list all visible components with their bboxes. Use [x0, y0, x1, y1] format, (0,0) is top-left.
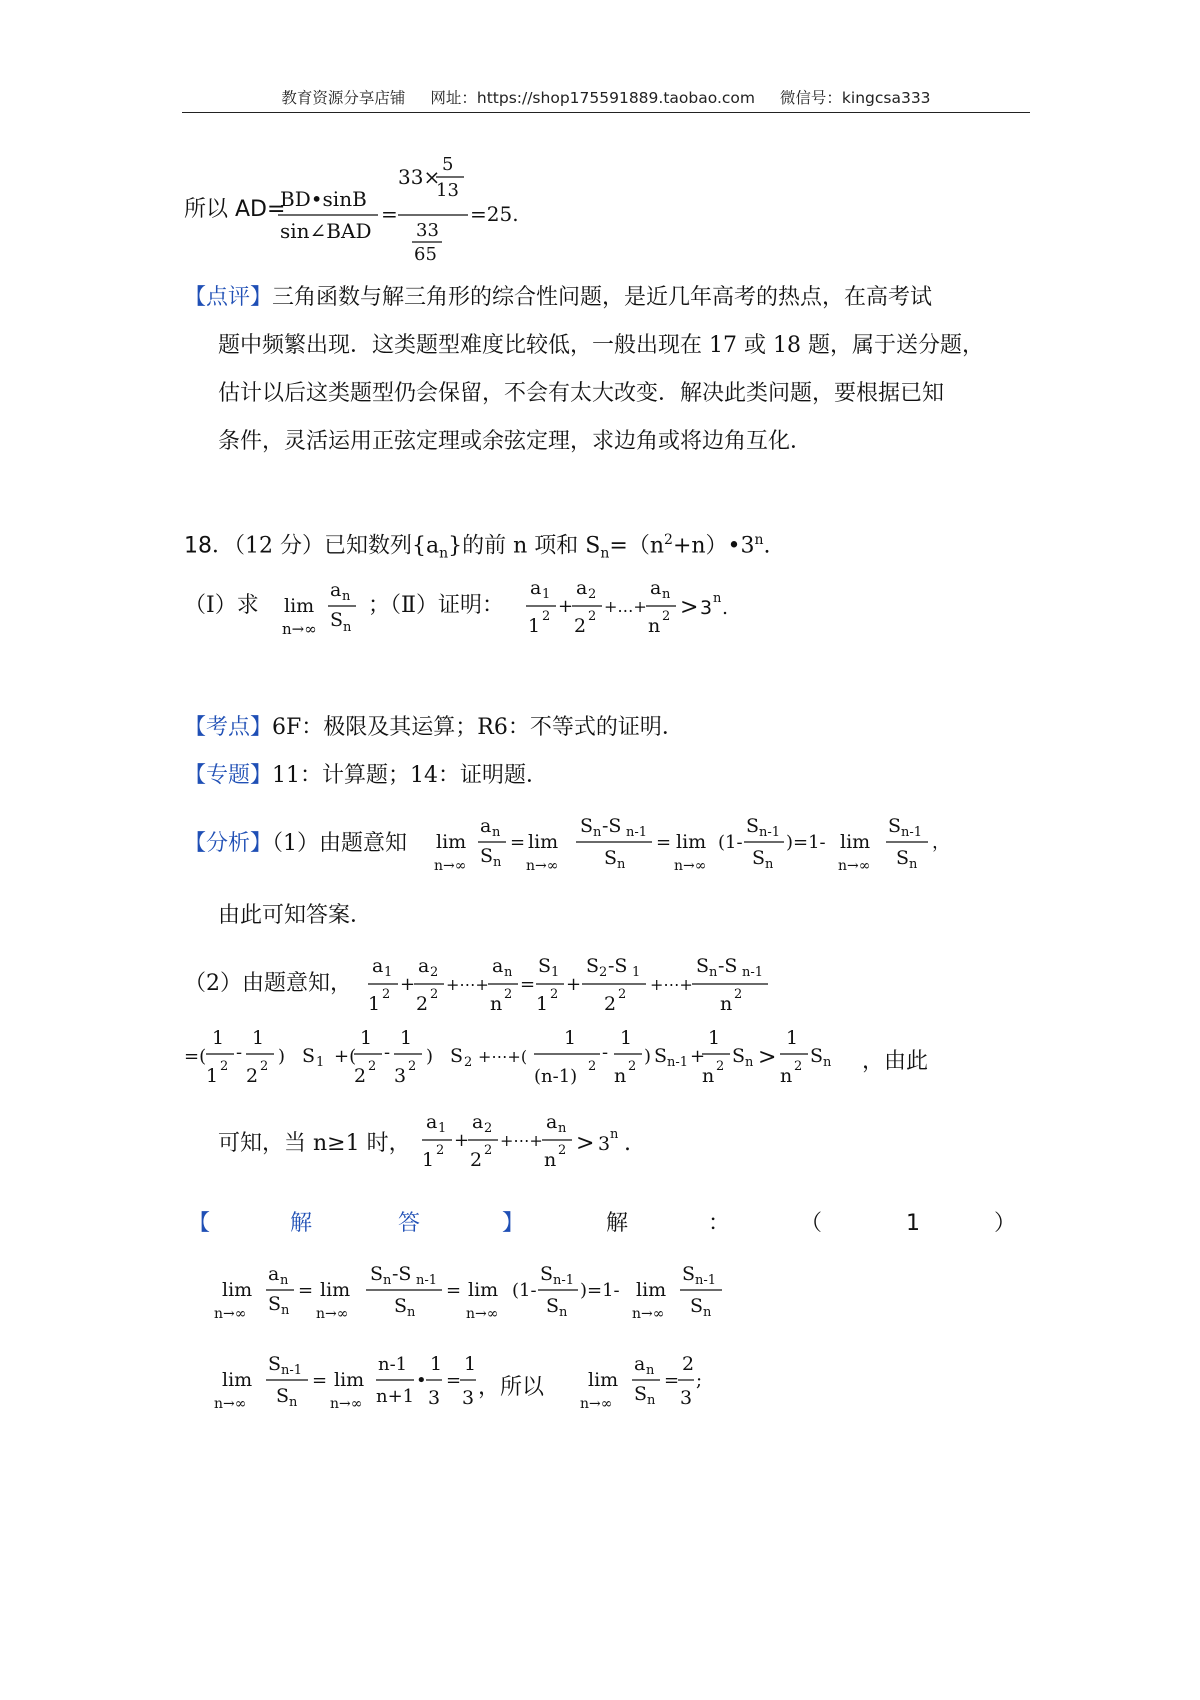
svg-text:2: 2	[436, 1143, 445, 1158]
svg-text:-: -	[384, 1042, 391, 1063]
svg-text:3: 3	[462, 1387, 475, 1409]
svg-text:1: 1	[786, 1027, 799, 1049]
svg-text:+⋯+: +⋯+	[650, 975, 693, 994]
svg-text:=: =	[520, 974, 536, 995]
svg-text:a: a	[330, 579, 342, 601]
svg-text:65: 65	[414, 244, 437, 264]
svg-text:lim: lim	[840, 831, 871, 853]
svg-text:n→∞: n→∞	[434, 858, 467, 874]
svg-text:n: n	[780, 1065, 793, 1087]
fenxi-telescoping-end	[810, 1020, 860, 1104]
jieda-bracket-left: 【	[188, 1211, 211, 1236]
svg-text:a: a	[492, 955, 504, 977]
svg-text:a: a	[576, 577, 588, 599]
kaodian-line: 【考点】6F：极限及其运算；R6：不等式的证明．	[184, 715, 684, 740]
svg-text:13: 13	[436, 180, 459, 201]
fenxi-line-2: 由此可知答案．	[218, 903, 373, 928]
jieda-limit-chain	[214, 1256, 794, 1336]
svg-text:1: 1	[384, 965, 393, 980]
svg-text:(n-1): (n-1)	[534, 1066, 578, 1087]
svg-text:a: a	[426, 1111, 438, 1133]
svg-text:2: 2	[588, 1059, 597, 1074]
svg-text:2: 2	[550, 987, 559, 1002]
svg-text:1: 1	[464, 1353, 477, 1375]
fenxi-tag: 【分析】	[184, 831, 273, 856]
svg-text:lim: lim	[222, 1369, 253, 1391]
svg-text:S: S	[450, 1045, 464, 1067]
svg-text:1: 1	[528, 615, 541, 637]
svg-text:33: 33	[416, 220, 439, 241]
svg-text:>: >	[680, 595, 699, 620]
svg-text:n: n	[281, 1303, 290, 1318]
svg-text:n-1: n-1	[695, 1273, 717, 1288]
svg-text:(1-: (1-	[512, 1280, 537, 1301]
svg-text:n: n	[648, 615, 661, 637]
jieda-paren-open: （	[800, 1211, 823, 1236]
svg-text:): )	[278, 1046, 286, 1067]
svg-text:S: S	[634, 1383, 648, 1405]
svg-text:a: a	[546, 1111, 558, 1133]
svg-text:2: 2	[504, 987, 513, 1002]
svg-text:2: 2	[246, 1065, 259, 1087]
svg-text:5: 5	[442, 154, 454, 175]
svg-text:;: ;	[696, 1370, 703, 1391]
svg-text:n→∞: n→∞	[580, 1396, 613, 1412]
svg-text:2: 2	[464, 1055, 473, 1070]
svg-text:1: 1	[620, 1027, 633, 1049]
jieda-char-2: 答	[398, 1211, 421, 1236]
svg-text:a: a	[418, 955, 430, 977]
header-rule	[182, 112, 1030, 113]
svg-text:lim: lim	[222, 1279, 253, 1301]
svg-text:S: S	[546, 1295, 560, 1317]
svg-text:2: 2	[558, 1143, 567, 1158]
svg-text:2: 2	[662, 609, 671, 624]
svg-text:a: a	[530, 577, 542, 599]
svg-text:+: +	[566, 974, 582, 995]
svg-text:S: S	[586, 955, 600, 977]
svg-text:1: 1	[368, 993, 381, 1015]
svg-text:S: S	[732, 1045, 746, 1067]
svg-text:3: 3	[598, 1133, 611, 1155]
svg-text:a: a	[472, 1111, 484, 1133]
svg-text:a: a	[634, 1353, 646, 1375]
svg-text:S: S	[746, 815, 760, 837]
ad-result: =25.	[470, 202, 519, 226]
jieda-result	[580, 1346, 710, 1426]
svg-text:1: 1	[360, 1027, 373, 1049]
svg-text:n-1: n-1	[901, 825, 923, 840]
svg-text:+: +	[400, 974, 416, 995]
svg-text:n: n	[593, 825, 602, 840]
jieda-suoyi: ，所以	[478, 1375, 545, 1400]
svg-text:-S: -S	[608, 955, 628, 977]
svg-text:n-1: n-1	[742, 965, 764, 980]
svg-text:n: n	[504, 965, 513, 980]
svg-text:n-1: n-1	[626, 825, 648, 840]
svg-text:+⋯+: +⋯+	[500, 1131, 543, 1150]
svg-text:lim: lim	[676, 831, 707, 853]
svg-text:n-1: n-1	[378, 1354, 408, 1375]
svg-text:=: =	[298, 1280, 314, 1301]
svg-text:3: 3	[394, 1065, 407, 1087]
svg-text:n→∞: n→∞	[632, 1306, 665, 1322]
svg-text:S: S	[480, 845, 494, 867]
svg-text:•: •	[416, 1370, 427, 1391]
svg-text:n: n	[544, 1149, 557, 1171]
svg-text:+…+: +…+	[604, 597, 647, 616]
ad-denom: sin∠BAD	[280, 219, 372, 243]
svg-text:lim: lim	[436, 831, 467, 853]
svg-text:a: a	[480, 815, 492, 837]
svg-text:n: n	[720, 993, 733, 1015]
svg-text:2: 2	[382, 987, 391, 1002]
svg-text:=(: =(	[184, 1046, 207, 1067]
svg-text:n→∞: n→∞	[316, 1306, 349, 1322]
svg-text:n: n	[289, 1395, 298, 1410]
svg-text:n: n	[765, 857, 774, 872]
ad-numer: BD•sinB	[280, 187, 367, 211]
shop-name: 教育资源分享店铺	[281, 89, 406, 107]
svg-text:S: S	[580, 815, 594, 837]
svg-text:S: S	[302, 1045, 316, 1067]
svg-text:2: 2	[484, 1143, 493, 1158]
svg-text:n: n	[909, 857, 918, 872]
svg-text:-S: -S	[718, 955, 738, 977]
svg-text:=: =	[312, 1370, 328, 1391]
svg-text:S: S	[888, 815, 902, 837]
svg-text:+⋯+: +⋯+	[446, 975, 489, 994]
svg-text:lim: lim	[284, 595, 315, 617]
q18-limit	[282, 576, 382, 646]
svg-text:lim: lim	[334, 1369, 365, 1391]
svg-text:2: 2	[470, 1149, 483, 1171]
fenxi-part2-tail: 可知，当 n≥1 时，	[218, 1131, 411, 1156]
svg-text:2: 2	[430, 987, 439, 1002]
kaodian-tag: 【考点】	[184, 715, 273, 740]
svg-text:S: S	[690, 1295, 704, 1317]
svg-text:S: S	[394, 1295, 408, 1317]
svg-text:2: 2	[588, 587, 597, 602]
svg-text:n: n	[662, 587, 671, 602]
svg-text:1: 1	[206, 1065, 219, 1087]
svg-text:+: +	[558, 596, 574, 617]
jieda-colon: ：	[708, 1211, 731, 1236]
ad-line-prefix: 所以 AD=	[184, 197, 286, 222]
svg-text:n: n	[343, 620, 352, 635]
svg-text:lim: lim	[636, 1279, 667, 1301]
svg-text:n-1: n-1	[667, 1055, 689, 1070]
svg-text:n: n	[559, 1305, 568, 1320]
svg-text:2: 2	[588, 609, 597, 624]
svg-text:n: n	[342, 589, 351, 604]
fenxi-final-inequality	[418, 1106, 678, 1186]
svg-text:n: n	[492, 825, 501, 840]
svg-text:n→∞: n→∞	[214, 1396, 247, 1412]
svg-text:)=1-: )=1-	[786, 832, 826, 853]
svg-text:2: 2	[416, 993, 429, 1015]
jieda-num-1: 1	[906, 1211, 920, 1236]
svg-text:S: S	[654, 1045, 668, 1067]
svg-text:2: 2	[599, 965, 608, 980]
svg-text:2: 2	[574, 615, 587, 637]
svg-text:S: S	[330, 609, 344, 631]
svg-text:n→∞: n→∞	[330, 1396, 363, 1412]
svg-text:n-1: n-1	[553, 1273, 575, 1288]
svg-text:-S: -S	[602, 815, 622, 837]
review-line-2: 题中频繁出现．这类题型难度比较低，一般出现在 17 或 18 题，属于送分题，	[218, 333, 984, 358]
svg-text:lim: lim	[588, 1369, 619, 1391]
ad-formula	[278, 154, 538, 264]
svg-text:2: 2	[430, 965, 439, 980]
svg-text:+(: +(	[334, 1046, 357, 1067]
svg-text:1: 1	[632, 965, 641, 980]
fenxi-part2-mid: ，由此	[862, 1049, 929, 1074]
svg-text:lim: lim	[468, 1279, 499, 1301]
svg-text:=: =	[656, 832, 672, 853]
svg-text:n: n	[280, 1273, 289, 1288]
svg-text:): )	[644, 1046, 652, 1067]
jieda-paren-close: ）	[994, 1211, 1017, 1236]
svg-text:2: 2	[716, 1059, 725, 1074]
svg-text:n: n	[383, 1273, 392, 1288]
svg-text:(1-: (1-	[718, 832, 743, 853]
svg-text:=: =	[446, 1280, 462, 1301]
svg-text:，: ，	[932, 832, 950, 853]
fenxi-sum-expansion	[354, 950, 834, 1030]
svg-text:n: n	[610, 1127, 619, 1142]
svg-text:-S: -S	[392, 1263, 412, 1285]
svg-text:2: 2	[604, 993, 617, 1015]
svg-text:n-1: n-1	[416, 1273, 438, 1288]
svg-text:n: n	[745, 1055, 754, 1070]
svg-text:2: 2	[408, 1059, 417, 1074]
q18-part1: （Ⅰ）求	[184, 593, 259, 618]
svg-text:lim: lim	[528, 831, 559, 853]
svg-text:2: 2	[682, 1353, 695, 1375]
jieda-bracket-right: 】	[502, 1211, 525, 1236]
svg-text:>: >	[576, 1131, 595, 1156]
svg-text:)=1-: )=1-	[580, 1280, 620, 1301]
svg-text:-: -	[602, 1042, 609, 1063]
svg-text:S: S	[682, 1263, 696, 1285]
svg-text:-: -	[236, 1042, 243, 1063]
svg-text:n: n	[407, 1305, 416, 1320]
svg-text:1: 1	[316, 1055, 325, 1070]
page-header	[182, 86, 1030, 108]
review-line-3: 估计以后这类题型仍会保留，不会有太大改变．解决此类问题，要根据已知	[218, 381, 945, 406]
svg-text:S: S	[538, 955, 552, 977]
zhuanti-tag: 【专题】	[184, 763, 273, 788]
svg-text:+: +	[454, 1130, 470, 1151]
svg-text:n→∞: n→∞	[674, 858, 707, 874]
svg-text:1: 1	[438, 1121, 447, 1136]
svg-text:n→∞: n→∞	[838, 858, 871, 874]
svg-text:1: 1	[400, 1027, 413, 1049]
svg-text:2: 2	[542, 609, 551, 624]
svg-text:S: S	[604, 847, 618, 869]
fenxi-part2-lead: （2）由题意知，	[184, 971, 352, 996]
svg-text:2: 2	[794, 1059, 803, 1074]
review-line-4: 条件，灵活运用正弦定理或余弦定理，求边角或将边角互化．	[218, 429, 813, 454]
svg-text:+⋯+(: +⋯+(	[478, 1047, 528, 1066]
svg-text:n: n	[702, 1065, 715, 1087]
svg-text:n: n	[558, 1121, 567, 1136]
svg-text:3: 3	[700, 597, 713, 619]
svg-text:n→∞: n→∞	[466, 1306, 499, 1322]
svg-text:2: 2	[368, 1059, 377, 1074]
svg-text:a: a	[372, 955, 384, 977]
shop-url: 网址：https://shop175591889.taobao.com	[430, 89, 755, 107]
svg-text:1: 1	[430, 1353, 443, 1375]
svg-text:=: =	[664, 1370, 680, 1391]
svg-text:n: n	[823, 1055, 832, 1070]
svg-text:a: a	[650, 577, 662, 599]
svg-text:.: .	[722, 597, 729, 619]
review-line-1: 【点评】三角函数与解三角形的综合性问题，是近几年高考的热点，在高考试	[184, 285, 933, 310]
fenxi-line-1: 【分析】（1）由题意知	[184, 831, 408, 856]
svg-text:2: 2	[354, 1065, 367, 1087]
svg-text:n→∞: n→∞	[282, 620, 317, 638]
svg-text:>: >	[758, 1045, 777, 1070]
svg-text:S: S	[752, 847, 766, 869]
fenxi-limit-chain	[434, 808, 1034, 888]
svg-text:1: 1	[551, 965, 560, 980]
wechat-id: 微信号：kingcsa333	[779, 89, 931, 107]
svg-text:S: S	[370, 1263, 384, 1285]
svg-text:S: S	[696, 955, 710, 977]
svg-text:S: S	[540, 1263, 554, 1285]
svg-text:n: n	[490, 993, 503, 1015]
svg-text:1: 1	[252, 1027, 265, 1049]
svg-text:=: =	[381, 202, 398, 226]
jieda-char-1: 解	[290, 1211, 313, 1236]
svg-text:n+1: n+1	[376, 1386, 415, 1407]
jieda-jie: 解	[606, 1211, 629, 1236]
zhuanti-line: 【专题】11：计算题；14：证明题．	[184, 763, 549, 788]
svg-text:1: 1	[708, 1027, 721, 1049]
fenxi-final-dot: .	[624, 1131, 631, 1156]
svg-text:n-1: n-1	[281, 1363, 303, 1378]
svg-text:n: n	[703, 1305, 712, 1320]
svg-text:n: n	[493, 855, 502, 870]
q18-stem: 18．（12 分）已知数列$\{a_n\}$的前 n 项和 $S_n=(n^2+n)•3^n$.	[184, 532, 771, 562]
svg-text:3: 3	[428, 1387, 441, 1409]
svg-text:S: S	[268, 1293, 282, 1315]
svg-text:=: =	[510, 832, 526, 853]
svg-text:1: 1	[536, 993, 549, 1015]
svg-text:n: n	[713, 591, 722, 606]
svg-text:n→∞: n→∞	[526, 858, 559, 874]
svg-text:2: 2	[220, 1059, 229, 1074]
svg-text:2: 2	[618, 987, 627, 1002]
svg-text:2: 2	[734, 987, 743, 1002]
svg-text:2: 2	[484, 1121, 493, 1136]
svg-text:lim: lim	[320, 1279, 351, 1301]
svg-text:S: S	[276, 1385, 290, 1407]
fenxi-telescoping	[184, 1020, 824, 1104]
svg-text:1: 1	[564, 1027, 577, 1049]
svg-text:1: 1	[542, 587, 551, 602]
ad-top-left: 33×	[398, 165, 441, 189]
svg-text:n: n	[709, 965, 718, 980]
svg-text:S: S	[810, 1045, 824, 1067]
q18-inequality	[524, 570, 734, 650]
svg-text:2: 2	[260, 1059, 269, 1074]
svg-text:1: 1	[212, 1027, 225, 1049]
svg-text:S: S	[896, 847, 910, 869]
svg-text:3: 3	[680, 1387, 693, 1409]
svg-text:+: +	[690, 1046, 706, 1067]
svg-text:a: a	[268, 1263, 280, 1285]
svg-text:n→∞: n→∞	[214, 1306, 247, 1322]
svg-text:n: n	[614, 1065, 627, 1087]
svg-text:n: n	[646, 1363, 655, 1378]
svg-text:=: =	[446, 1370, 462, 1391]
svg-text:1: 1	[422, 1149, 435, 1171]
q18-part2: ；（Ⅱ）证明：	[368, 593, 504, 618]
svg-text:): )	[426, 1046, 434, 1067]
review-tag: 【点评】	[184, 285, 273, 310]
svg-text:S: S	[268, 1353, 282, 1375]
svg-text:n-1: n-1	[759, 825, 781, 840]
svg-text:n: n	[617, 857, 626, 872]
svg-text:n: n	[647, 1393, 656, 1408]
jieda-limit-ratio	[214, 1346, 514, 1426]
svg-text:2: 2	[628, 1059, 637, 1074]
